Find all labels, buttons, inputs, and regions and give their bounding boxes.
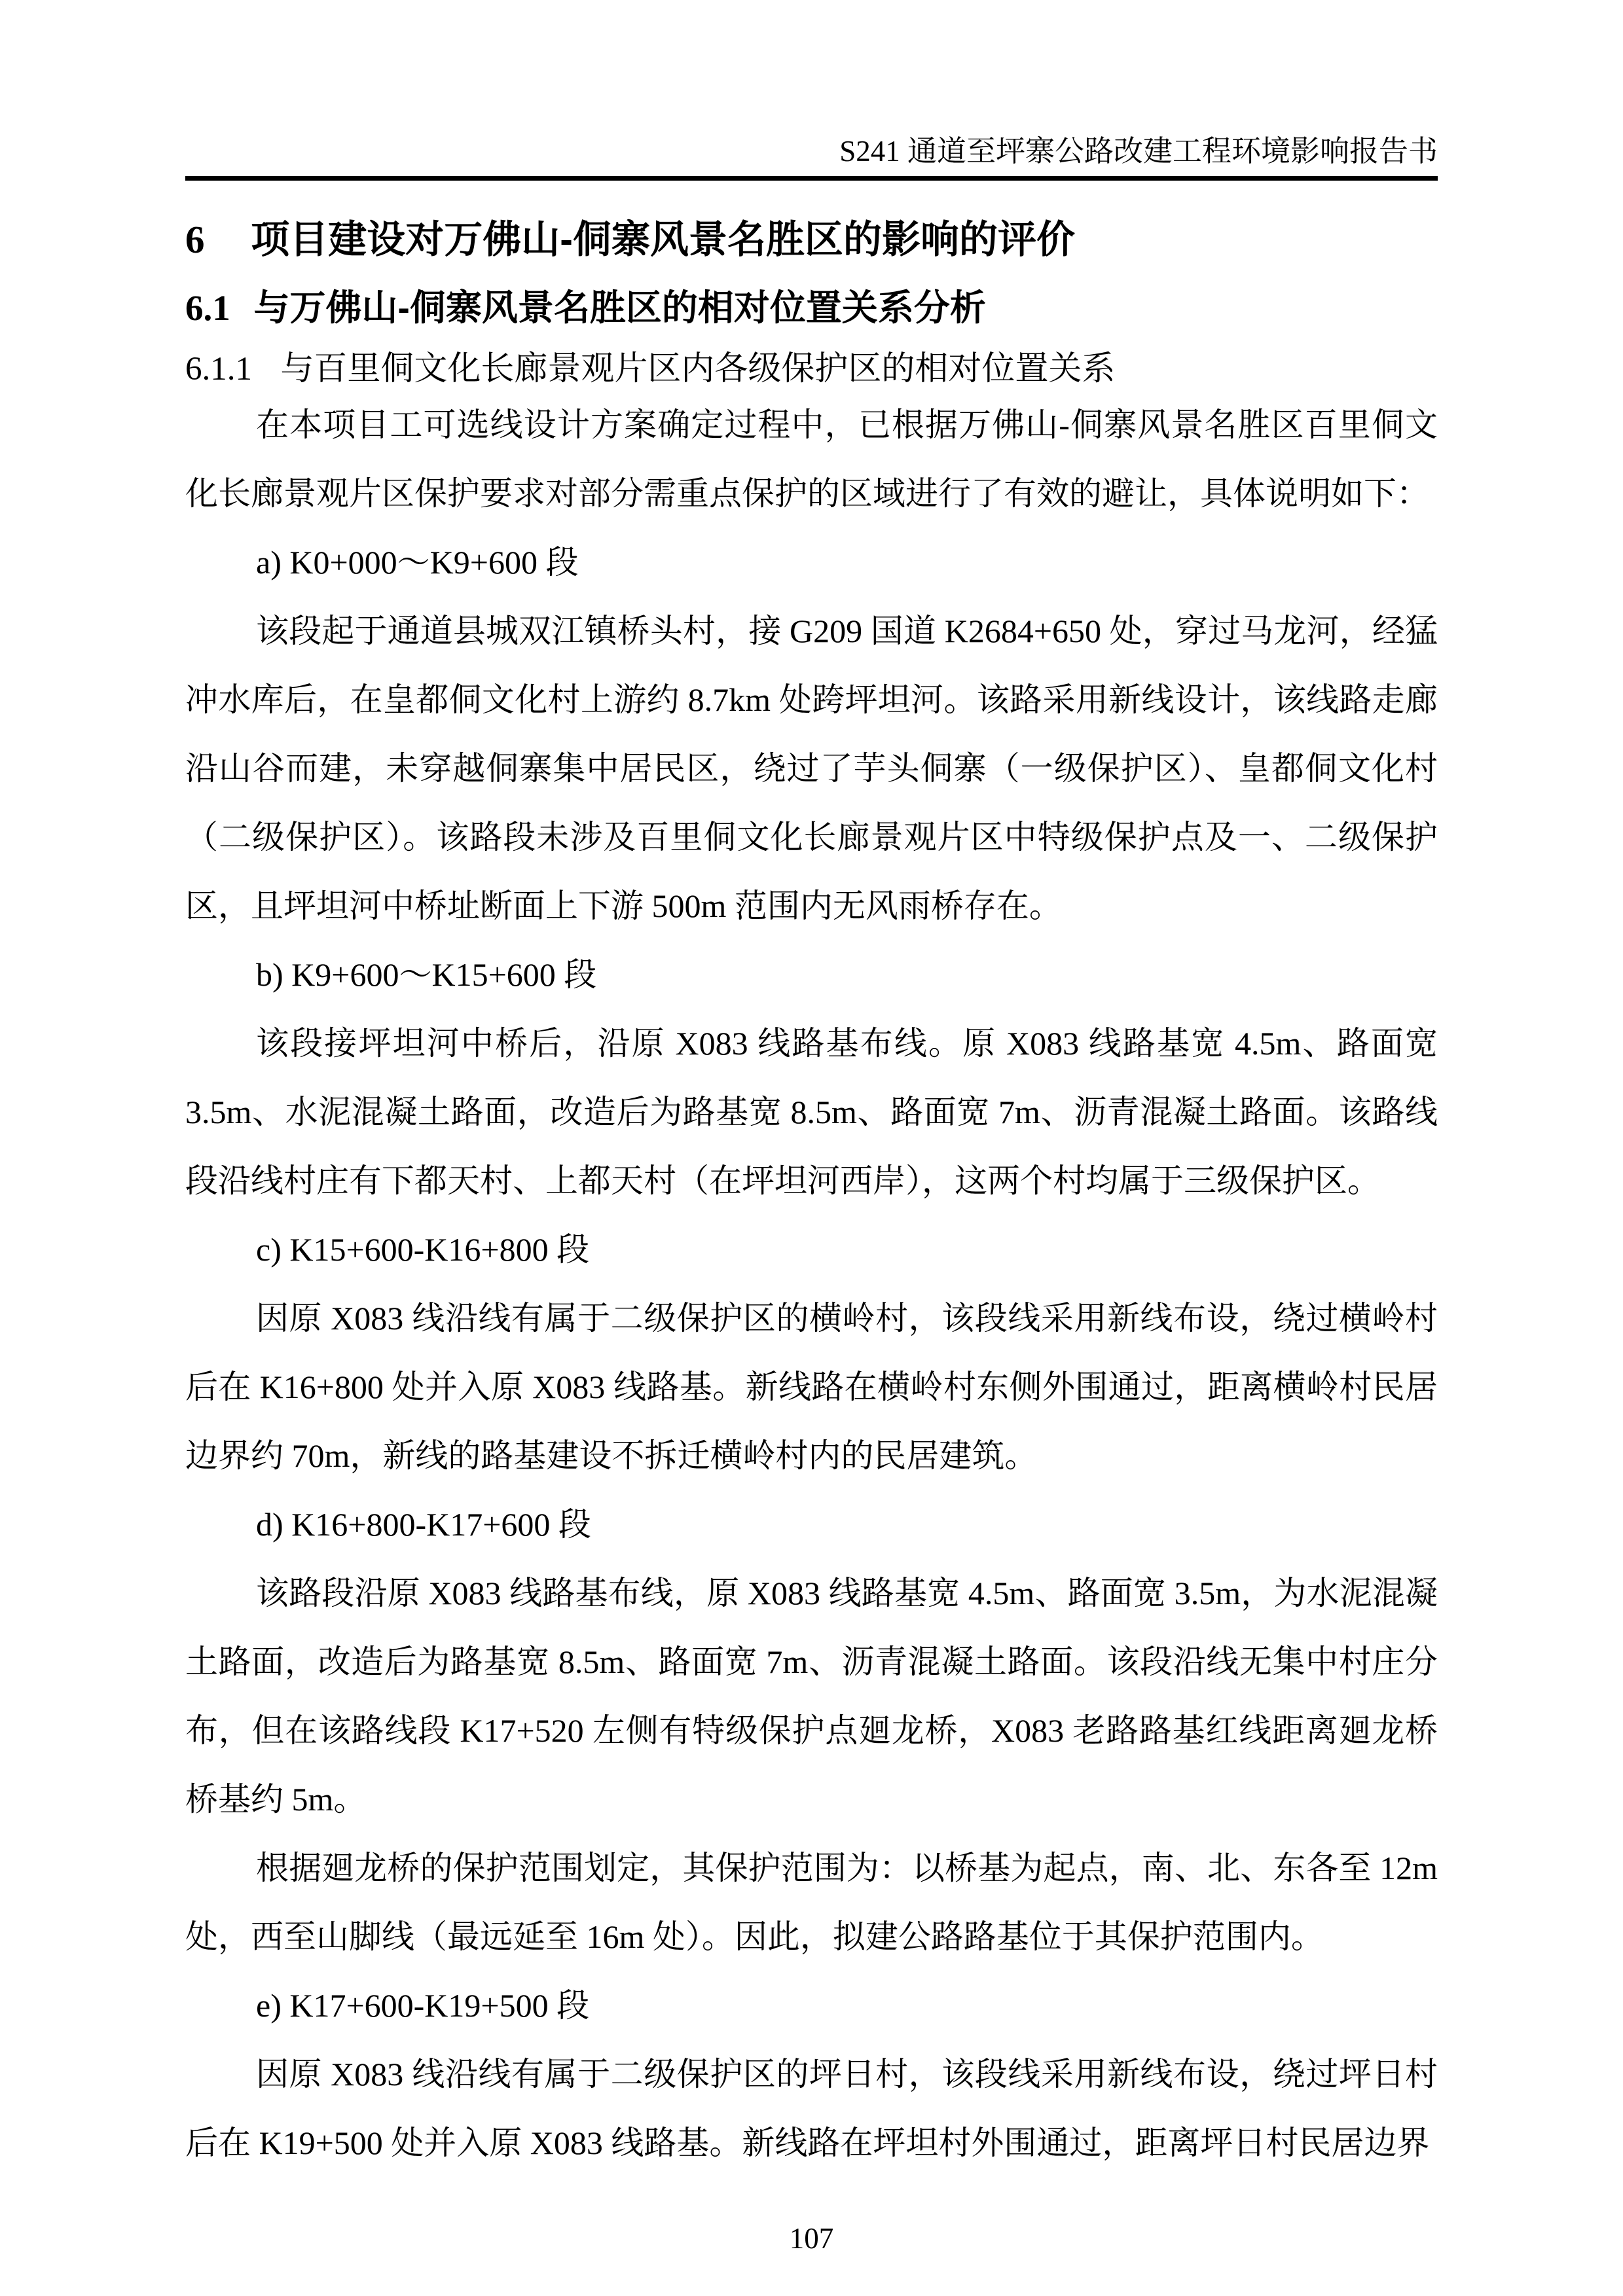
paragraph: 在本项目工可选线设计方案确定过程中，已根据万佛山-侗寨风景名胜区百里侗文化长廊景观片区保护要求对部分需重点保护的区域进行了有效的避让，具体说明如下：: [185, 406, 1438, 512]
page-header: [185, 0, 1438, 168]
paragraph: 因原 X083 线沿线有属于二级保护区的横岭村，该段线采用新线布设，绕过横岭村后在 K16+800 处并入原 X083 线路基。新线路在横岭村东侧外围通过，距离横岭村民居边界约 70m，新线的路基建设不拆迁横岭村内的民居建筑。: [185, 1300, 1438, 1474]
section-title: 与万佛山-侗寨风景名胜区的相对位置关系分析: [253, 287, 986, 328]
subsection-title: 与百里侗文化长廊景观片区内各级保护区的相对位置关系: [280, 351, 1116, 387]
chapter-title: 项目建设对万佛山-侗寨风景名胜区的影响的评价: [251, 218, 1075, 261]
paragraph: 该段起于通道县城双江镇桥头村，接 G209 国道 K2684+650 处，穿过马龙河，经猛冲水库后，在皇都侗文化村上游约 8.7km 处跨坪坦河。该路采用新线设计，该线路走廊沿山谷而建，未穿越侗寨集中居民区，绕过了芋头侗寨（一级保护区）、皇都侗文化村（二级保护区）。该路段未涉及百里侗文化长廊景观片区中特级保护点及一、二级保护区，且坪坦河中桥址断面上下游 500m 范围内无风雨桥存在。: [185, 613, 1438, 924]
header-title: S241 通道至坪寨公路改建工程环境影响报告书: [839, 135, 1438, 168]
paragraph: 该段接坪坦河中桥后，沿原 X083 线路基布线。原 X083 线路基宽 4.5m、路面宽 3.5m、水泥混凝土路面，改造后为路基宽 8.5m、路面宽 7m、沥青混凝土路面。该路线段沿线村庄有下都天村、上都天村（在坪坦河西岸），这两个村均属于三级保护区。: [185, 1025, 1438, 1199]
subsection-heading: [185, 350, 1438, 388]
paragraph: 因原 X083 线沿线有属于二级保护区的坪日村，该段线采用新线布设，绕过坪日村后在 K19+500 处并入原 X083 线路基。新线路在坪坦村外围通过，距离坪日村民居边界: [185, 2056, 1438, 2161]
paragraph: 根据廻龙桥的保护范围划定，其保护范围为：以桥基为起点，南、北、东各至 12m 处，西至山脚线（最远延至 16m 处）。因此，拟建公路路基位于其保护范围内。: [185, 1850, 1438, 1955]
subsection-number: 6.1.1: [185, 351, 252, 387]
header-rule: [185, 176, 1438, 181]
section-number: 6.1: [185, 288, 230, 328]
list-item: c) K15+600-K16+800 段: [256, 1231, 590, 1268]
list-item: d) K16+800-K17+600 段: [256, 1506, 591, 1543]
page-number: 107: [789, 2222, 834, 2255]
list-item: e) K17+600-K19+500 段: [256, 1987, 590, 2024]
section-heading: [185, 288, 1438, 328]
paragraph: 该路段沿原 X083 线路基布线，原 X083 线路基宽 4.5m、路面宽 3.5m，为水泥混凝土路面，改造后为路基宽 8.5m、路面宽 7m、沥青混凝土路面。该段沿线无集中村庄分布，但在该路线段 K17+520 左侧有特级保护点廻龙桥，X083 老路路基红线距离廻龙桥桥基约 5m。: [185, 1575, 1438, 1818]
body-text: [185, 391, 1438, 2178]
list-item: a) K0+000～K9+600 段: [256, 544, 579, 581]
list-item: b) K9+600～K15+600 段: [256, 956, 597, 993]
chapter-heading: [185, 219, 1438, 260]
chapter-number: 6: [185, 218, 205, 261]
